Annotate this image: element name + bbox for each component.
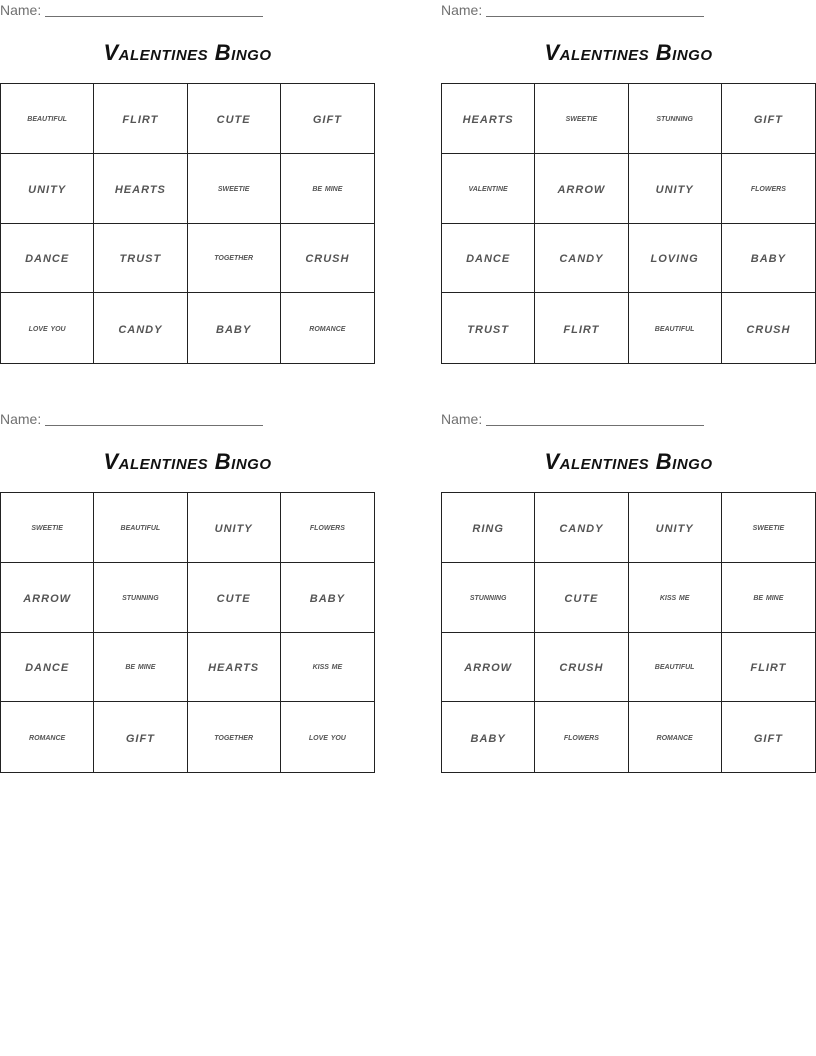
bingo-cell: hearts [94, 154, 187, 224]
bingo-cell: stunning [94, 563, 187, 633]
bingo-cell: trust [94, 224, 187, 294]
card-title: Valentines Bingo [103, 40, 272, 65]
bingo-cell: crush [746, 319, 791, 337]
bingo-cell: arrow [535, 154, 628, 224]
name-line[interactable] [45, 425, 263, 426]
name-label: Name: [0, 2, 42, 18]
bingo-cell: arrow [442, 633, 535, 703]
bingo-cell: stunning [442, 563, 535, 633]
card-title: Valentines Bingo [103, 449, 272, 474]
bingo-cell: crush [535, 633, 628, 703]
bingo-cell: unity [629, 154, 722, 224]
bingo-cell: baby [188, 293, 281, 363]
name-field [0, 2, 263, 18]
name-field [441, 2, 704, 18]
bingo-card [441, 409, 816, 746]
bingo-grid [0, 83, 375, 364]
bingo-cell: be mine [94, 633, 187, 703]
bingo-cell: beautiful [629, 633, 722, 703]
bingo-cell: baby [722, 224, 815, 294]
bingo-cell: dance [1, 224, 94, 294]
bingo-cell: together [188, 702, 281, 772]
bingo-cell: unity [629, 493, 722, 563]
bingo-grid [441, 83, 816, 364]
name-label: Name: [441, 2, 483, 18]
bingo-card [0, 0, 375, 337]
bingo-cell: valentine [442, 154, 535, 224]
bingo-cell: kiss me [629, 563, 722, 633]
bingo-card [0, 409, 375, 746]
bingo-cell: loving [629, 224, 722, 294]
bingo-cell: sweetie [1, 493, 94, 563]
bingo-cell: flirt [94, 84, 187, 154]
bingo-cell: flowers [281, 493, 374, 563]
bingo-cell: ring [442, 493, 535, 563]
bingo-cell: gift [753, 728, 783, 746]
bingo-cell: romance [309, 322, 346, 334]
bingo-cell: crush [281, 224, 374, 294]
bingo-cell: dance [442, 224, 535, 294]
bingo-cell: beautiful [1, 84, 94, 154]
bingo-cell: baby [281, 563, 374, 633]
name-field [441, 411, 704, 427]
bingo-cell: candy [535, 224, 628, 294]
bingo-cell: gift [94, 702, 187, 772]
bingo-cell: flirt [722, 633, 815, 703]
bingo-grid [441, 492, 816, 773]
bingo-cell: cute [535, 563, 628, 633]
bingo-cell: cute [188, 563, 281, 633]
bingo-cell: stunning [629, 84, 722, 154]
bingo-cell: kiss me [281, 633, 374, 703]
bingo-cell: gift [722, 84, 815, 154]
bingo-cell: trust [442, 293, 535, 363]
bingo-cell: romance [1, 702, 94, 772]
bingo-cell: unity [1, 154, 94, 224]
name-line[interactable] [486, 16, 704, 17]
bingo-cell: love you [1, 293, 94, 363]
bingo-cell: gift [281, 84, 374, 154]
bingo-card [441, 0, 816, 337]
bingo-cell: hearts [188, 633, 281, 703]
bingo-cell: flowers [722, 154, 815, 224]
bingo-cell: dance [1, 633, 94, 703]
name-field [0, 411, 263, 427]
bingo-cell: sweetie [722, 493, 815, 563]
bingo-cell: arrow [1, 563, 94, 633]
card-title: Valentines Bingo [544, 449, 713, 474]
bingo-cell: love you [308, 731, 346, 743]
bingo-cell: sweetie [535, 84, 628, 154]
name-line[interactable] [486, 425, 704, 426]
bingo-cell: sweetie [188, 154, 281, 224]
bingo-cell: be mine [722, 563, 815, 633]
bingo-cell: be mine [281, 154, 374, 224]
name-line[interactable] [45, 16, 263, 17]
bingo-cell: unity [188, 493, 281, 563]
bingo-grid [0, 492, 375, 773]
bingo-cell: flowers [535, 702, 628, 772]
bingo-cell: hearts [442, 84, 535, 154]
bingo-cell: cute [188, 84, 281, 154]
name-label: Name: [441, 411, 483, 427]
bingo-cell: beautiful [94, 493, 187, 563]
bingo-cell: baby [442, 702, 535, 772]
card-title: Valentines Bingo [544, 40, 713, 65]
bingo-cell: romance [629, 702, 722, 772]
name-label: Name: [0, 411, 42, 427]
bingo-cell: flirt [535, 293, 628, 363]
bingo-cell: beautiful [629, 293, 722, 363]
bingo-cell: together [188, 224, 281, 294]
bingo-cell: candy [535, 493, 628, 563]
bingo-cell: candy [94, 293, 187, 363]
